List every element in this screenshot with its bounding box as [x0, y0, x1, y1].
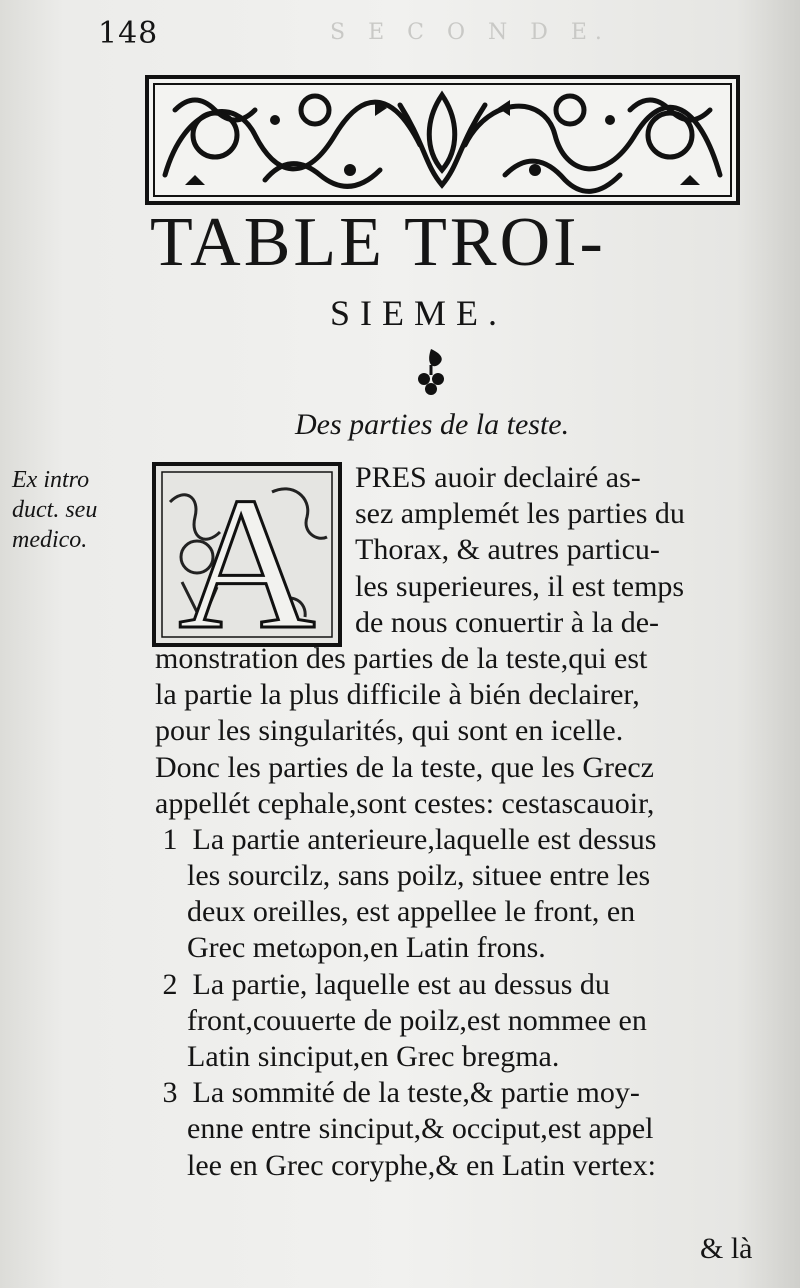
text-line: de nous conuertir à la de- [355, 605, 660, 639]
text-line: monstration des parties de la teste,qui est [155, 641, 648, 675]
text-line: PRES auoir declairé as- [355, 461, 641, 494]
text-line: les sourcilz, sans poilz, situee entre les [187, 859, 651, 893]
margin-note-line: duct. seu [12, 497, 98, 523]
text-line: La partie, laquelle est au dessus du [192, 967, 610, 1001]
list-item-2 [155, 967, 765, 1076]
ornamental-headpiece [145, 75, 740, 205]
section-title: Des parties de la teste. [295, 408, 570, 441]
text-line: pour les singularités, qui sont en icelle. [155, 714, 624, 748]
title-line-2: SIEME. [330, 293, 507, 333]
text-line: lee en Grec coryphe,& en Latin vertex: [187, 1148, 656, 1182]
text-line: Thorax, & autres particu- [355, 533, 660, 567]
text-line: front,couuerte de poilz,est nommee en [187, 1003, 647, 1037]
text-line: La sommité de la teste,& partie moy- [192, 1076, 640, 1110]
list-item-1 [155, 822, 765, 967]
margin-note-line: medico. [12, 527, 88, 553]
item-number: 3 [162, 1076, 178, 1110]
text-line: Donc les parties de la teste, que les Grecz [155, 750, 654, 784]
catchword: & là [700, 1232, 753, 1265]
text-line: appellét cephale,sont cestes: cestascauoir, [155, 786, 655, 820]
page-number: 148 [98, 16, 159, 51]
margin-note [12, 465, 142, 555]
title-line-1: TABLE TROI- [150, 204, 606, 281]
text-line: sez amplemét les parties du [355, 497, 685, 531]
list-item-3 [155, 1075, 765, 1184]
fleuron-ornament [410, 345, 452, 397]
text-line: enne entre sinciput,& occiput,est appel [187, 1112, 654, 1146]
text-line: La partie anterieure,laquelle est dessus [192, 822, 657, 856]
text-line: les superieures, il est temps [355, 569, 685, 603]
margin-note-line: Ex intro [12, 467, 90, 493]
text-line: Grec metωpon,en Latin frons. [187, 931, 546, 965]
body-text [155, 460, 765, 1184]
item-number: 2 [162, 967, 178, 1001]
running-head-bleedthrough: S E C O N D E. [330, 20, 610, 45]
drop-cap-letter: A [178, 462, 316, 647]
item-number: 1 [162, 822, 178, 856]
text-line: Latin sinciput,en Grec bregma. [187, 1040, 560, 1073]
text-line: deux oreilles, est appellee le front, en [187, 895, 636, 929]
text-line: la partie la plus difficile à bién declairer, [155, 678, 640, 712]
